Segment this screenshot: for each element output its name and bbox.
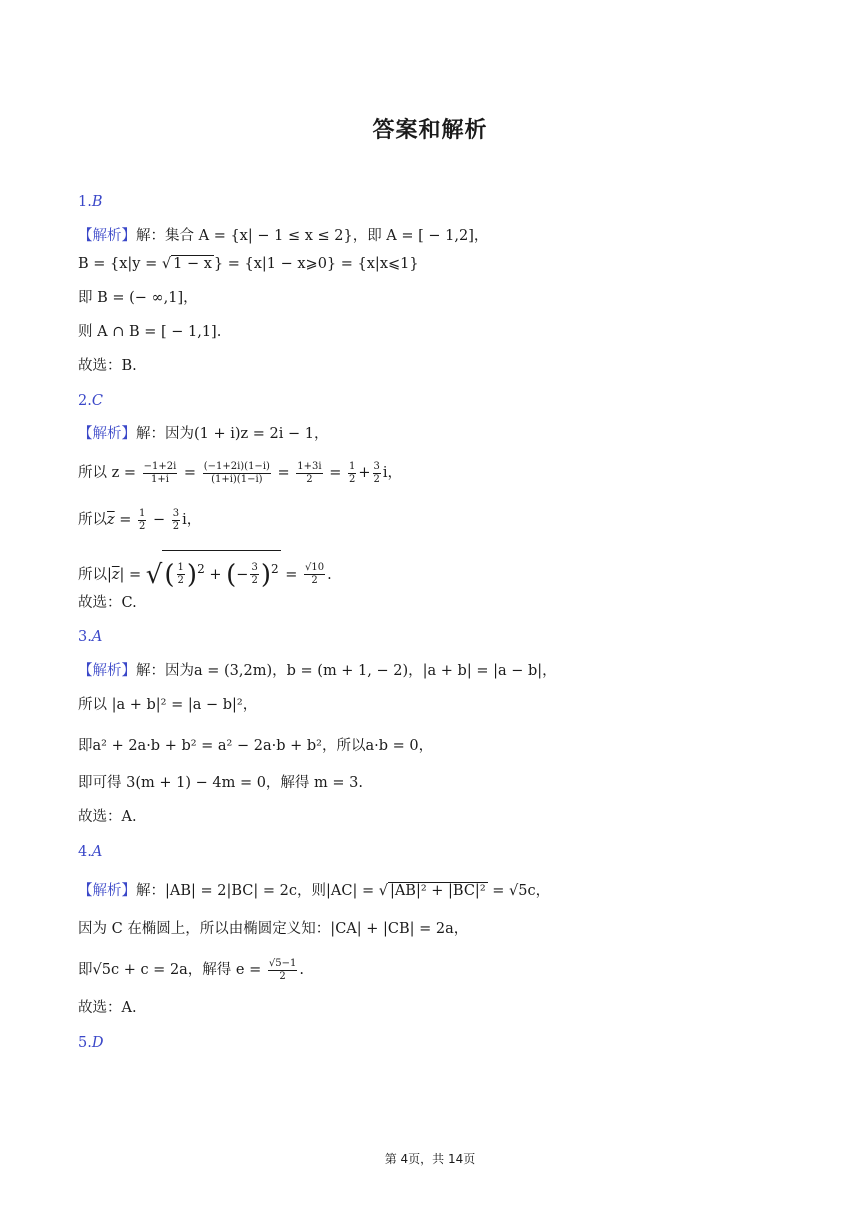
q1-number: 1.B (78, 194, 103, 210)
page-title: 答案和解析 (372, 118, 488, 143)
q4-line-4: 故选：A. (78, 1000, 137, 1016)
q4-line-1: 【解析】解：|AB| = 2|BC| = 2c，则|AC| = √ |AB|² + |BC|² = √5c， (78, 883, 551, 899)
q1-line-1: 【解析】解：集合 A = {x| − 1 ≤ x ≤ 2}，即 A = [ − 1,2]， (78, 228, 489, 244)
q2-line-3: 所以$\overline{z}$ = $\frac{1}{2}$ − $\frac{3}{2}$ i， (78, 507, 202, 532)
q2-line-1: 【解析】解：因为(1 + i)z = 2i − 1， (78, 426, 329, 442)
q1-line-3: 即 B = (− ∞,1]， (78, 290, 198, 306)
q2-number: 2.C (78, 393, 103, 409)
q4-line-3: 即√5c + c = 2a，解得 e = $\frac{√5-1}{2}$ . (78, 957, 304, 982)
q3-line-5: 故选：A. (78, 809, 137, 825)
q3-line-1: 【解析】解：因为a = (3,2m)，b = (m + 1, − 2)，|a + b| = |a − b|， (78, 663, 557, 679)
q1-line-2: B = {x|y = √ 1 − x } = {x|1 − x⩾0} = {x|x⩽1} (78, 256, 419, 272)
q1-line-4: 则 A ∩ B = [ − 1,1]. (78, 324, 222, 340)
analysis-tag: 【解析】 (78, 228, 136, 244)
q1-line-5: 故选：B. (78, 358, 137, 374)
q3-line-4: 即可得 3(m + 1) − 4m = 0，解得 m = 3. (78, 775, 363, 791)
q4-number: 4.A (78, 844, 103, 860)
page-footer: 第 4页，共 14页 (384, 1152, 476, 1166)
q5-number: 5.D (78, 1035, 104, 1051)
q3-line-3: 即a² + 2a·b + b² = a² − 2a·b + b²，所以a·b = 0， (78, 738, 434, 754)
q2-line-5: 故选：C. (78, 595, 137, 611)
q4-line-2: 因为 C 在椭圆上，所以由椭圆定义知：|CA| + |CB| = 2a， (78, 921, 469, 937)
q2-line-4: 所以$|\overline{z}|$ = √( $\frac{1}{2}$ )$^2$ + (− $\frac{3}{2}$ )$^2$ = $\frac{√10}{2}$ . (78, 550, 332, 593)
q3-number: 3.A (78, 629, 103, 645)
q3-line-2: 所以 |a + b|² = |a − b|²， (78, 697, 258, 713)
q2-line-2: 所以 z = $\frac{-1+2i}{1+i}$ = $\frac{(-1+2i)(1-i)}{(1+i)(1-i)}$ = $\frac{1+3i}{2}$ = $\frac{1}{2}$ + $\frac{3}{2}$ i， (78, 460, 403, 485)
